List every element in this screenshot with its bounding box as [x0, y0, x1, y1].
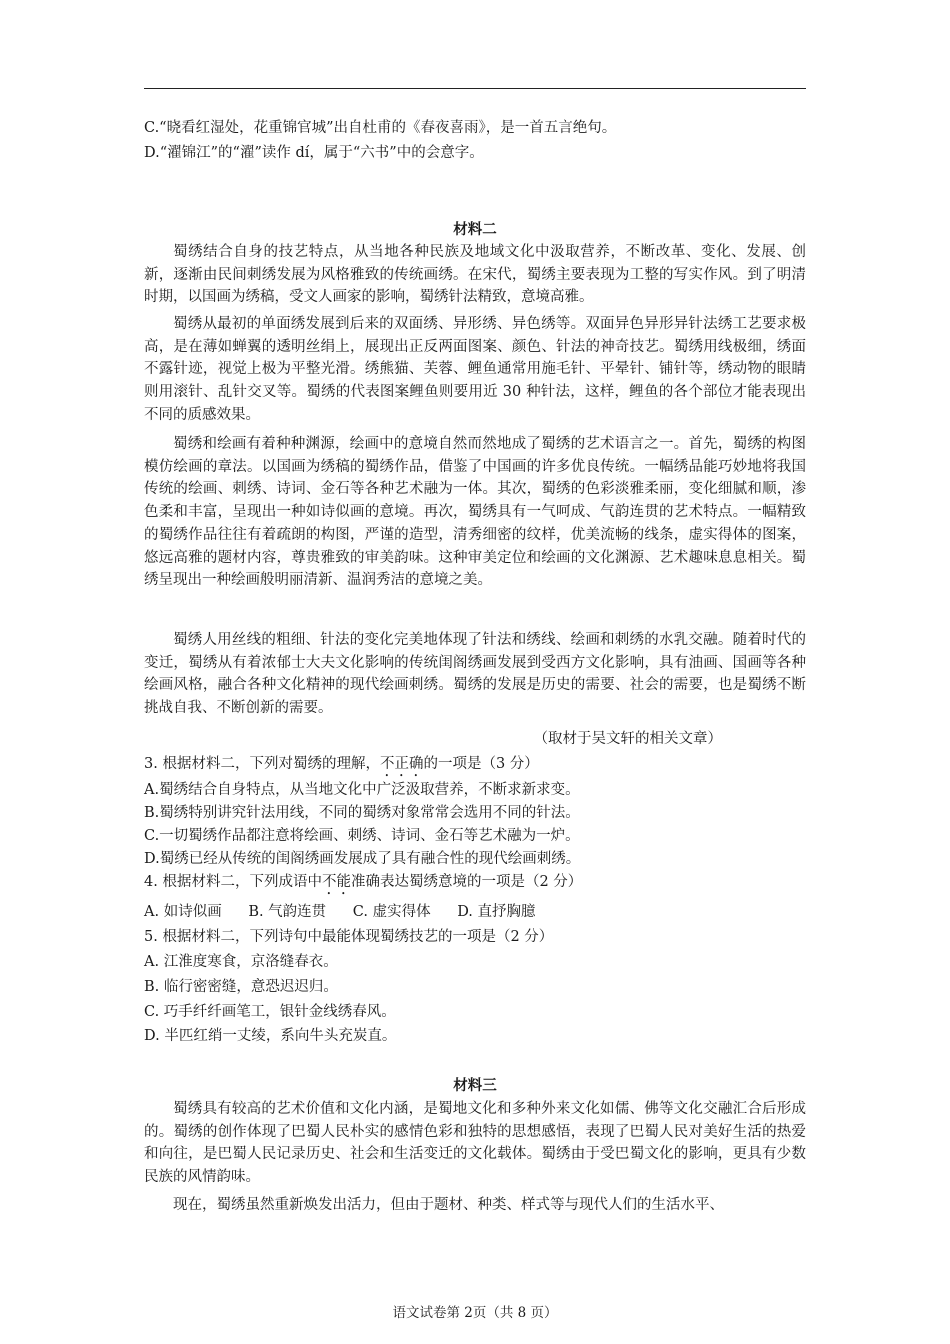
- q4-stem-emphasis: 不能: [321, 874, 351, 890]
- prev-option-c: C.“晓看红湿处，花重锦官城”出自杜甫的《春夜喜雨》，是一首五言绝句。: [144, 120, 617, 136]
- q3-option-d: D.蜀绣已经从传统的闺阁绣画发展成了具有融合性的现代绘画刺绣。: [144, 851, 581, 867]
- q4-option-c: C. 虚实得体: [352, 904, 431, 920]
- q5-option-c: C. 巧手纤纤画笔工，银针金线绣春风。: [144, 1004, 396, 1020]
- material2-paragraph-3: 蜀绣和绘画有着种种渊源，绘画中的意境自然而然地成了蜀绣的艺术语言之一。首先，蜀绣的构图模仿绘画的章法。以国画为绣稿的蜀绣作品，借鉴了中国画的许多优良传统。一幅绣品能巧妙地将我国传统的绘画、刺绣、诗词、金石等各种艺术融为一体。其次，蜀绣的色彩淡雅柔丽，变化细腻和顺，渗色柔和丰富，呈现出一种如诗似画的意境。再次，蜀绣具有一气呵成、气韵连贯的艺术特点。一幅精致的蜀绣作品往往有着疏朗的构图，严谨的造型，清秀细密的纹样，优美流畅的线条，虚实得体的图案，悠远高雅的题材内容，尊贵雅致的审美韵味。这种审美定位和绘画的文化渊源、艺术趣味息息相关。蜀绣呈现出一种绘画般明丽清新、温润秀洁的意境之美。: [144, 436, 806, 589]
- q4-options: [144, 901, 558, 923]
- q5-option-a: A. 江淮度寒食，京洛缝春衣。: [144, 954, 338, 970]
- material2-paragraph-1: 蜀绣结合自身的技艺特点，从当地各种民族及地域文化中汲取营养，不断改革、变化、发展、创新，逐渐由民间刺绣发展为风格雅致的传统画绣。在宋代，蜀绣主要表现为工整的写实作风。到了明清时期，以国画为绣稿，受文人画家的影响，蜀绣针法精致，意境高雅。: [144, 244, 806, 306]
- material3-paragraph-2: 现在，蜀绣虽然重新焕发出活力，但由于题材、种类、样式等与现代人们的生活水平、: [173, 1197, 724, 1213]
- q3-stem-emphasis: 不正确: [379, 756, 424, 772]
- question-3-stem: [144, 753, 806, 780]
- q3-option-c: C.一切蜀绣作品都注意将绘画、刺绣、诗词、金石等艺术融为一炉。: [144, 828, 580, 844]
- material2-paragraph-2: 蜀绣从最初的单面绣发展到后来的双面绣、异形绣、异色绣等。双面异色异形异针法绣工艺要求极高，是在薄如蝉翼的透明丝绢上，展现出正反两面图案、颜色、针法的神奇技艺。蜀绣用线极细，绣面不露针迹，视觉上极为平整光滑。绣熊猫、芙蓉、鲤鱼通常用施毛针、平晕针、铺针等，绣动物的眼睛则用滚针、乱针交叉等。蜀绣的代表图案鲤鱼则要用近 30 种针法，这样，鲤鱼的各个部位才能表现出不同的质感效果。: [144, 316, 806, 423]
- q4-option-a: A. 如诗似画: [144, 904, 222, 920]
- header-rule: [144, 88, 806, 89]
- q4-stem-post: 准确表达蜀绣意境的一项是（2 分）: [350, 874, 583, 890]
- q4-option-b: B. 气韵连贯: [248, 904, 327, 920]
- prev-option-d: D.“濯锦江”的“濯”读作 dí，属于“六书”中的会意字。: [144, 145, 484, 161]
- material2-title: 材料二: [453, 221, 497, 238]
- q4-option-d: D. 直抒胸臆: [457, 904, 536, 920]
- q5-option-d: D. 半匹红绡一丈绫，系向牛头充炭直。: [144, 1028, 397, 1044]
- material3-title: 材料三: [453, 1077, 497, 1094]
- question-5-stem: 5. 根据材料二，下列诗句中最能体现蜀绣技艺的一项是（2 分）: [144, 929, 554, 945]
- page-footer: 语文试卷第 2页（共 8 页）: [392, 1305, 558, 1321]
- q3-option-b: B.蜀绣特别讲究针法用线，不同的蜀绣对象常常会选用不同的针法。: [144, 805, 580, 821]
- q4-stem-pre: 4. 根据材料二，下列成语中: [144, 874, 322, 890]
- question-4-stem: [144, 871, 806, 898]
- q3-stem-pre: 3. 根据材料二，下列对蜀绣的理解，: [144, 756, 380, 772]
- material3-paragraph-1: 蜀绣具有较高的艺术价值和文化内涵，是蜀地文化和多种外来文化如儒、佛等文化交融汇合后形成的。蜀绣的创作体现了巴蜀人民朴实的感情色彩和独特的思想感悟，表现了巴蜀人民对美好生活的热爱和向往，是巴蜀人民记录历史、社会和生活变迁的文化载体。蜀绣由于受巴蜀文化的影响，更具有少数民族的风情韵味。: [144, 1101, 806, 1186]
- q3-option-a: A.蜀绣结合自身特点，从当地文化中广泛汲取营养，不断求新求变。: [144, 782, 580, 798]
- q5-option-b: B. 临行密密缝，意恐迟迟归。: [144, 979, 338, 995]
- material2-source: （取材于吴文轩的相关文章）: [533, 731, 722, 747]
- q3-stem-post: 的一项是（3 分）: [423, 756, 539, 772]
- material2-paragraph-4: 蜀绣人用丝线的粗细、针法的变化完美地体现了针法和绣线、绘画和刺绣的水乳交融。随着时代的变迁，蜀绣从有着浓郁士大夫文化影响的传统闺阁绣画发展到受西方文化影响，具有油画、国画等各种绘画风格，融合各种文化精神的现代绘画刺绣。蜀绣的发展是历史的需要、社会的需要，也是蜀绣不断挑战自我、不断创新的需要。: [144, 632, 806, 717]
